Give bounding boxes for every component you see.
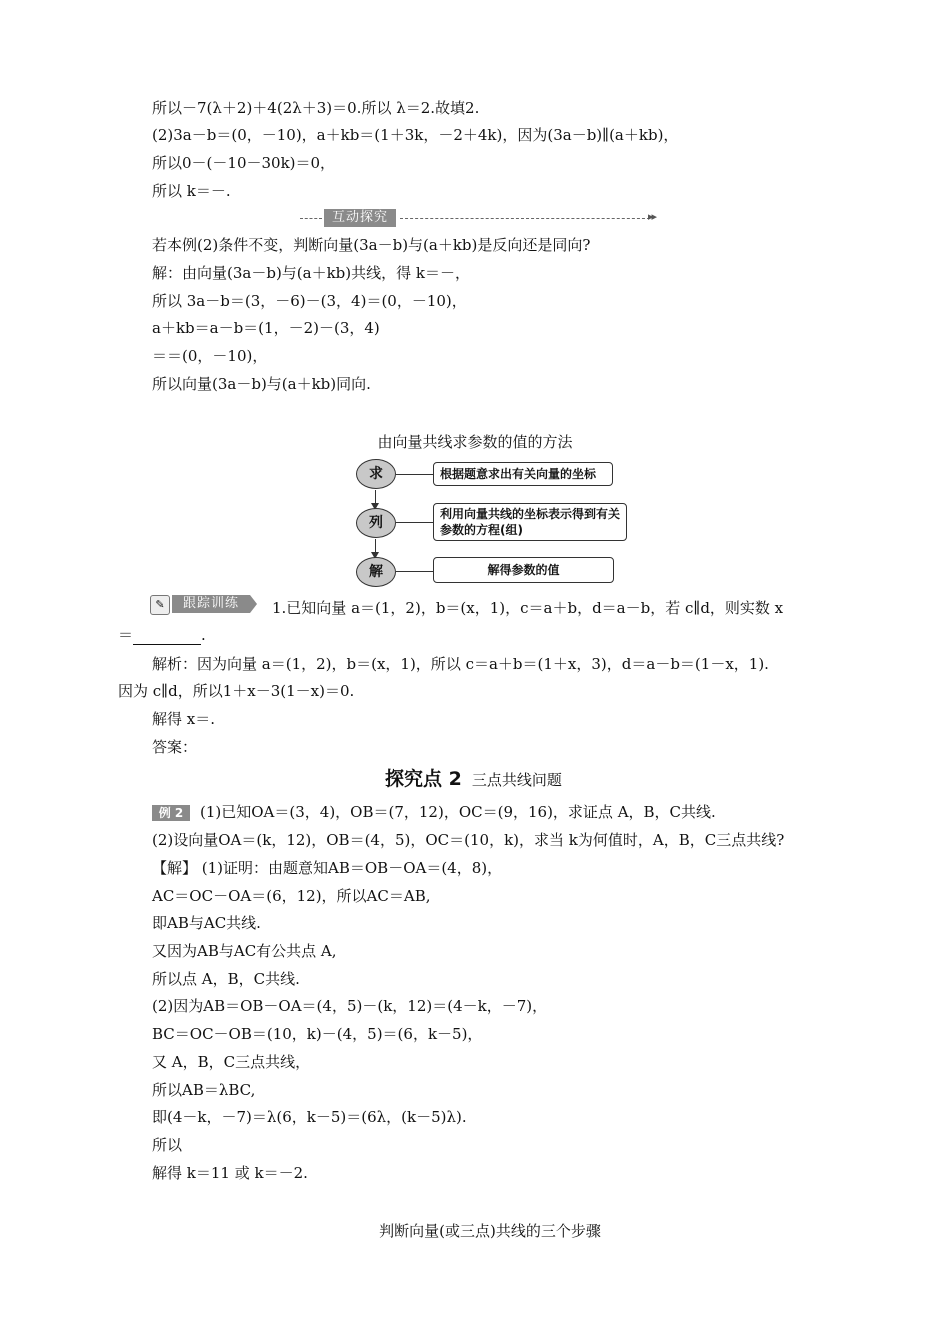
answer-line: 答案： xyxy=(152,738,198,756)
solve-line: 解得 x＝. xyxy=(152,710,215,728)
example-text: (1)已知OA＝(3，4)，OB＝(7，12)，OC＝(9，16)，求证点 A，B，C共线. xyxy=(200,803,716,821)
text-line: 所以－7(λ＋2)＋4(2λ＋3)＝0.所以 λ＝2.故填2. xyxy=(152,99,480,117)
section-title: 探究点 2 xyxy=(385,768,462,790)
solution-line: 解得 k＝11 或 k＝－2. xyxy=(152,1164,308,1182)
text-line: 解：由向量(3a－b)与(a＋kb)共线，得 k＝－， xyxy=(152,264,470,282)
flow-node: 求 xyxy=(356,459,396,489)
solution-line: 【解】 (1)证明：由题意知AB＝OB－OA＝(4，8)， xyxy=(152,859,503,877)
solution-line: 即(4－k，－7)＝λ(6，k－5)＝(6λ，(k－5)λ). xyxy=(152,1108,467,1126)
flow-connector xyxy=(396,474,433,475)
text-line: 所以 3a－b＝(3，－6)－(3，4)＝(0，－10)， xyxy=(152,292,467,310)
arrow-icon: ▸▸ xyxy=(648,210,656,223)
flow-connector xyxy=(375,539,376,553)
text-line: ＝＝(0，－10)， xyxy=(152,347,268,365)
flow-node: 列 xyxy=(356,508,396,538)
answer-blank xyxy=(133,630,201,645)
divider-dash xyxy=(300,218,322,219)
flow-box: 解得参数的值 xyxy=(433,557,614,583)
text-line: 所以0－(－10－30k)＝0， xyxy=(152,154,336,172)
flow-connector xyxy=(396,571,433,572)
analysis-line: 解析：因为向量 a＝(1，2)，b＝(x，1)，所以 c＝a＋b＝(1＋x，3)，d＝a－b＝(1－x，1). xyxy=(152,655,769,673)
solution-line: 所以 xyxy=(152,1136,183,1154)
text-line: 若本例(2)条件不变，判断向量(3a－b)与(a＋kb)是反向还是同向? xyxy=(152,236,591,254)
text-line: 所以 k＝－. xyxy=(152,182,231,200)
solution-line: (2)因为AB＝OB－OA＝(4，5)－(k，12)＝(4－k，－7)， xyxy=(152,997,548,1015)
equals-sign: ＝ xyxy=(118,626,134,644)
flow-node: 解 xyxy=(356,557,396,587)
solution-line: BC＝OC－OB＝(10，k)－(4，5)＝(6，k－5)， xyxy=(152,1025,483,1043)
example-line xyxy=(152,802,716,822)
flow-connector xyxy=(396,522,433,523)
example-badge: 例 2 xyxy=(152,805,190,821)
section-subtitle: 三点共线问题 xyxy=(471,771,562,789)
analysis-line: 因为 c∥d，所以1＋x－3(1－x)＝0. xyxy=(118,682,355,700)
example-line: (2)设向量OA＝(k，12)，OB＝(4，5)，OC＝(10，k)，求当 k为何值时，A，B，C三点共线? xyxy=(152,831,785,849)
section-heading xyxy=(385,764,562,791)
divider-dash xyxy=(400,218,650,219)
text-line: a＋kb＝a－b＝(1，－2)－(3，4) xyxy=(152,319,380,337)
flow-box: 利用向量共线的坐标表示得到有关参数的方程(组) xyxy=(433,503,627,541)
flowchart-title: 由向量共线求参数的值的方法 xyxy=(377,433,573,451)
badge-tail xyxy=(250,595,257,613)
solution-line: AC＝OC－OA＝(6，12)，所以AC＝AB, xyxy=(152,887,431,905)
question-line: 1.已知向量 a＝(1，2)，b＝(x，1)，c＝a＋b，d＝a－b，若 c∥d，则实数 x xyxy=(272,599,784,617)
solution-line: 又因为AB与AC有公共点 A, xyxy=(152,942,337,960)
flow-connector xyxy=(375,490,376,504)
badge-label: 跟踪训练 xyxy=(172,595,250,613)
solution-line: 又 A，B，C三点共线， xyxy=(152,1053,311,1071)
follow-training-badge xyxy=(150,594,254,614)
text-line: 所以向量(3a－b)与(a＋kb)同向. xyxy=(152,375,371,393)
steps-title: 判断向量(或三点)共线的三个步骤 xyxy=(379,1222,601,1240)
solution-line: 所以点 A，B，C共线. xyxy=(152,970,300,988)
solution-line: 所以AB＝λBC, xyxy=(152,1081,256,1099)
solution-line: 即AB与AC共线. xyxy=(152,914,261,932)
flow-box: 根据题意求出有关向量的坐标 xyxy=(433,462,613,486)
divider-label: 互动探究 xyxy=(324,209,396,227)
question-blank-line xyxy=(118,625,206,645)
interactive-explore-divider xyxy=(300,209,683,227)
period: . xyxy=(201,626,206,644)
text-line: (2)3a－b＝(0，－10)，a＋kb＝(1＋3k，－2＋4k)，因为(3a－b)∥(a＋kb)， xyxy=(152,126,679,144)
pencil-note-icon: ✎ xyxy=(150,595,170,615)
